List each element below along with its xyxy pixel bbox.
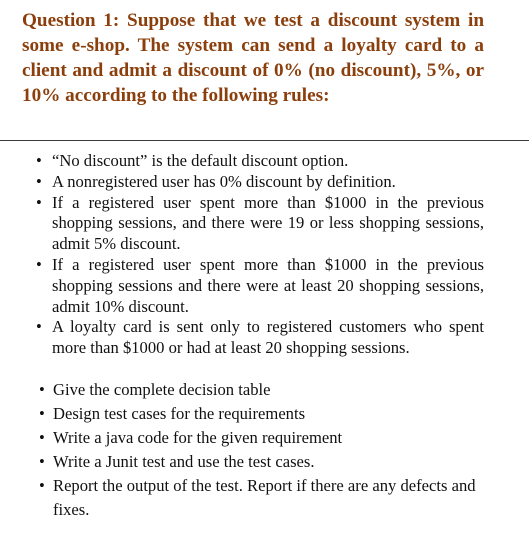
bullet-icon: • <box>36 317 42 337</box>
task-item <box>39 426 487 450</box>
task-text: Write a java code for the given requirement <box>53 428 343 447</box>
rule-item <box>36 317 484 359</box>
task-text: Write a Junit test and use the test cases. <box>53 452 315 471</box>
rule-item <box>36 172 484 193</box>
bullet-icon: • <box>39 476 45 495</box>
rule-text: A nonregistered user has 0% discount by definition. <box>52 171 396 191</box>
rule-text: If a registered user spent more than $1000 in the previous shopping sessions and there were at least 20 shopping sessions, admit 10% discount. <box>52 254 484 316</box>
task-text: Design test cases for the requirements <box>53 404 306 423</box>
question-heading: Question 1: Suppose that we test a discount system in some e-shop. The system can send a loyalty card to a client and admit a discount of 0% (no discount), 5%, or 10% according to the following rules: <box>22 10 484 106</box>
bullet-icon: • <box>39 428 45 447</box>
task-item <box>39 402 487 426</box>
rule-item <box>36 193 484 255</box>
bullet-icon: • <box>39 380 45 399</box>
bullet-icon: • <box>36 254 42 274</box>
rule-text: “No discount” is the default discount option. <box>52 151 349 170</box>
rules-list <box>36 151 484 359</box>
tasks-list <box>39 378 487 522</box>
task-text: Give the complete decision table <box>53 380 271 399</box>
task-item <box>39 378 487 402</box>
divider <box>0 140 529 141</box>
bullet-icon: • <box>39 404 45 423</box>
bullet-icon: • <box>36 192 42 212</box>
bullet-icon: • <box>39 452 45 471</box>
bullet-icon: • <box>36 151 42 170</box>
bullet-icon: • <box>36 171 42 191</box>
rule-text: A loyalty card is sent only to registered customers who spent more than $1000 or had at least 20 shopping sessions. <box>52 317 484 358</box>
task-item <box>39 450 487 474</box>
rule-item <box>36 255 484 317</box>
task-text: Report the output of the test. Report if there are any defects and fixes. <box>53 476 476 519</box>
task-item <box>39 474 487 522</box>
rule-item <box>36 151 484 172</box>
rule-text: If a registered user spent more than $1000 in the previous shopping sessions, and there were 19 or less shopping sessions, admit 5% discount. <box>52 192 484 254</box>
